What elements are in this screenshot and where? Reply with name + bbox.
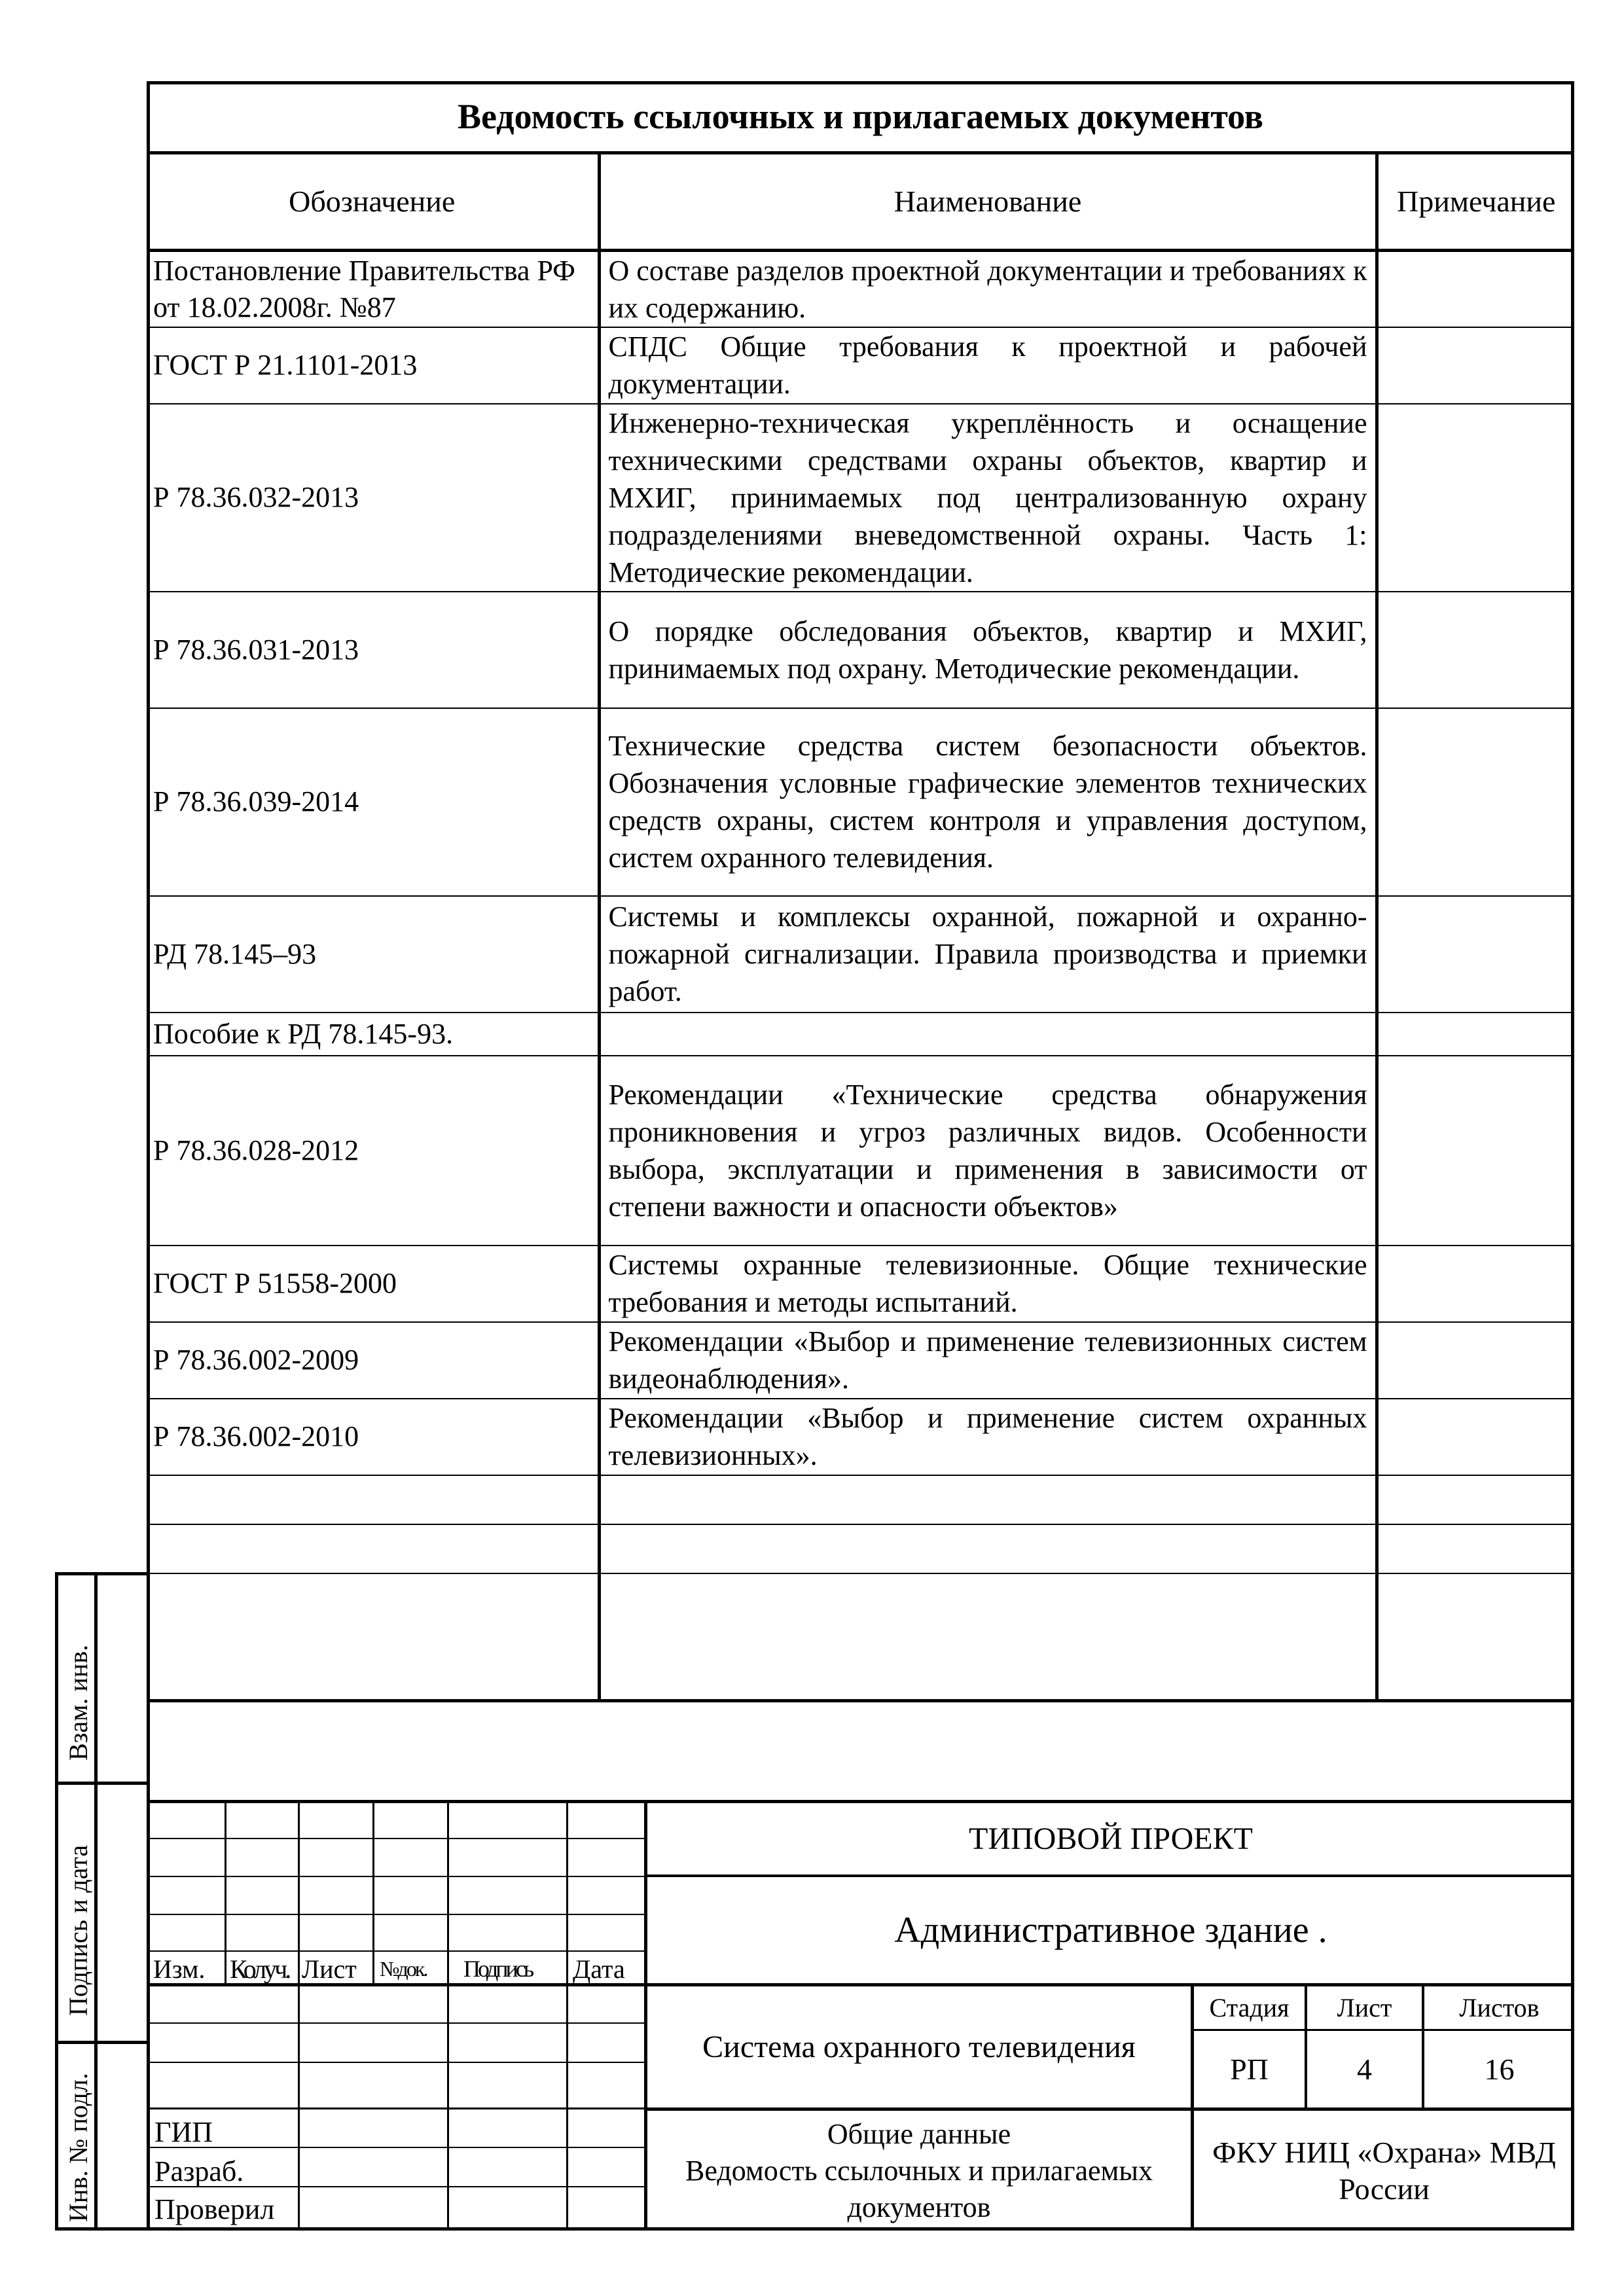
grid-line [147, 2108, 644, 2109]
row-name: О порядке обследования объектов, квартир и МХИГ, принимаемых под охрану. Методические рекомендации. [599, 592, 1377, 708]
row-code: Р 78.36.002-2009 [147, 1322, 599, 1399]
header-designation: Обозначение [147, 154, 599, 250]
organization: ФКУ НИЦ «Охрана» МВД России [1212, 2135, 1556, 2206]
grid-line [147, 1838, 644, 1839]
grid-line [372, 1800, 374, 1983]
row-name: Технические средства систем безопасности объектов. Обозначения условные графические элементов технических средств охраны, систем контроля и управления доступом, систем охранного телевидения. [599, 708, 1377, 896]
grid-line [147, 1876, 644, 1877]
grid-line [147, 1950, 644, 1952]
role-proveril: Проверил [154, 2193, 275, 2225]
row-code: Постановление Правительства РФ от 18.02.2008г. №87 [147, 250, 599, 327]
empty-cell [599, 1475, 1377, 1524]
row-note [1377, 1056, 1574, 1246]
reference-documents-table [147, 154, 1574, 1702]
sheet-title [647, 2111, 1191, 2231]
row-note [1377, 896, 1574, 1013]
row-code: Пособие к РД 78.145-93. [147, 1013, 599, 1056]
row-note [1377, 1399, 1574, 1475]
role-gip: ГИП [154, 2116, 213, 2148]
col-ndok: №док. [380, 1957, 427, 1981]
listov-value: 16 [1484, 2053, 1515, 2086]
system-name: Система охранного телевидения [702, 2030, 1136, 2064]
side-label-inv-podl: Инв. № подл. [63, 2073, 93, 2222]
sheet-title-line2: Ведомость ссылочных и прилагаемых документов [685, 2154, 1153, 2223]
empty-cell [1377, 1573, 1574, 1701]
empty-cell [147, 1524, 599, 1573]
project-type: ТИПОВОЙ ПРОЕКТ [969, 1821, 1253, 1856]
side-line [55, 1782, 147, 1785]
row-name: Системы охранные телевизионные. Общие технические требования и методы испытаний. [599, 1246, 1377, 1322]
row-note [1377, 327, 1574, 404]
empty-cell [147, 1573, 599, 1701]
header-name: Наименование [599, 154, 1377, 250]
row-code: Р 78.36.028-2012 [147, 1056, 599, 1246]
empty-cell [147, 1475, 599, 1524]
row-code: ГОСТ Р 21.1101-2013 [147, 327, 599, 404]
row-note [1377, 1246, 1574, 1322]
grid-line [298, 1800, 300, 2231]
row-note [1377, 708, 1574, 896]
row-note [1377, 1322, 1574, 1399]
row-name: Рекомендации «Выбор и применение телевизионных систем видеонаблюдения». [599, 1322, 1377, 1399]
col-izm: Изм. [153, 1954, 206, 1984]
row-name: Рекомендации «Выбор и применение систем охранных телевизионных». [599, 1399, 1377, 1475]
grid-line [147, 2147, 644, 2148]
list-value: 4 [1357, 2053, 1372, 2086]
col-podpis: Подпись [463, 1956, 532, 1982]
sheet-title-line1: Общие данные [827, 2117, 1011, 2150]
side-label-vzam-inv: Взам. инв. [63, 1644, 93, 1761]
row-name: Системы и комплексы охранной, пожарной и охранно-пожарной сигнализации. Правила производства и приемки работ. [599, 896, 1377, 1013]
row-code: Р 78.36.031-2013 [147, 592, 599, 708]
row-name: СПДС Общие требования к проектной и рабочей документации. [599, 327, 1377, 404]
row-code: Р 78.36.002-2010 [147, 1399, 599, 1475]
row-name: Рекомендации «Технические средства обнаружения проникновения и угроз различных видов. Особенности выбора, эксплуатации и применения в зависимости от степени важности и опасности объектов» [599, 1056, 1377, 1246]
col-list: Лист [302, 1954, 357, 1984]
side-line [55, 2041, 147, 2044]
grid-line [566, 1800, 568, 2231]
empty-cell [599, 1524, 1377, 1573]
side-label-podpis-data: Подпись и дата [63, 1844, 93, 2016]
row-code: РД 78.145–93 [147, 896, 599, 1013]
row-note [1377, 1013, 1574, 1056]
row-code: ГОСТ Р 51558-2000 [147, 1246, 599, 1322]
row-name [599, 1013, 1377, 1056]
col-data: Дата [573, 1954, 625, 1984]
role-razrab: Разраб. [154, 2155, 244, 2187]
grid-line [147, 1914, 644, 1915]
row-code: Р 78.36.039-2014 [147, 708, 599, 896]
header-note: Примечание [1377, 154, 1574, 250]
grid-line [147, 2062, 644, 2063]
row-note [1377, 404, 1574, 592]
stadia-label: Стадия [1209, 1993, 1290, 2022]
grid-line [225, 1800, 226, 1983]
empty-cell [1377, 1524, 1574, 1573]
object-name: Административное здание . [894, 1910, 1327, 1950]
grid-line [147, 2022, 644, 2024]
row-note [1377, 592, 1574, 708]
col-koluch: Колуч. [230, 1954, 289, 1984]
row-code: Р 78.36.032-2013 [147, 404, 599, 592]
row-note [1377, 250, 1574, 327]
stadia-value: РП [1230, 2053, 1269, 2086]
list-label: Лист [1337, 1993, 1392, 2022]
document-title: Ведомость ссылочных и прилагаемых документов [147, 81, 1574, 154]
empty-cell [1377, 1475, 1574, 1524]
row-name: О составе разделов проектной документации и требованиях к их содержанию. [599, 250, 1377, 327]
row-name: Инженерно-техническая укреплённость и оснащение техническими средствами охраны объектов, квартир и МХИГ, принимаемых под централизованную охрану подразделениями вневедомственной охраны. Часть 1: Методические рекомендации. [599, 404, 1377, 592]
grid-line [447, 1800, 449, 2231]
listov-label: Листов [1459, 1993, 1540, 2022]
empty-cell [599, 1573, 1377, 1701]
